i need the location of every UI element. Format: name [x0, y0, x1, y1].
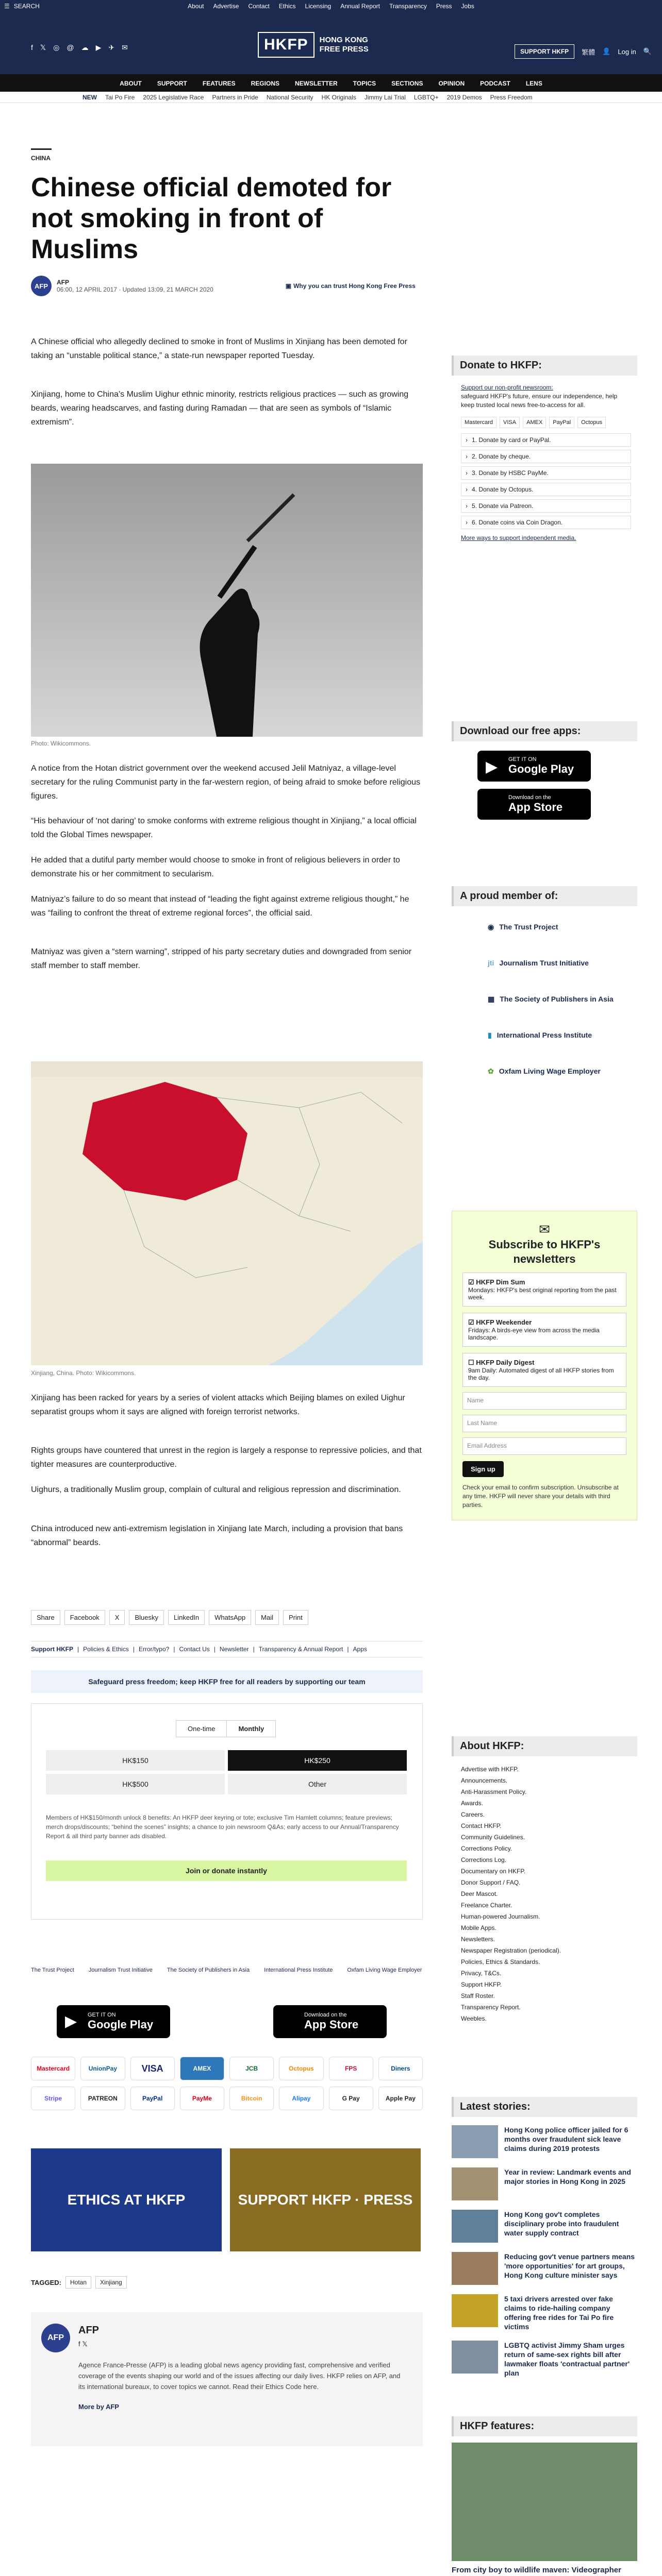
pay-bitcoin[interactable]: Bitcoin [229, 2087, 274, 2110]
sidebar-newsletter [452, 1211, 637, 1520]
pay-gpay[interactable]: G Pay [329, 2087, 373, 2110]
search-link[interactable]: SEARCH [13, 3, 40, 10]
pay-mastercard[interactable]: Mastercard [31, 2057, 75, 2080]
pay-visa: VISA [500, 417, 520, 428]
x-icon[interactable]: 𝕏 [40, 43, 46, 52]
amount-other[interactable]: Other [228, 1774, 407, 1794]
newsletter-daily-digest[interactable]: ☐ HKFP Daily Digest 9am Daily: Automated digest of all HKFP stories from the day. [462, 1353, 626, 1387]
top-link-transparency[interactable]: Transparency [389, 3, 427, 10]
signup-button[interactable]: Sign up [462, 1461, 504, 1477]
ipi-icon: ▮ [488, 1030, 492, 1039]
google-play-badge[interactable]: ▶ GET IT ON Google Play [57, 2005, 170, 2038]
logo-wordmark: HONG KONG FREE PRESS [319, 36, 369, 54]
share-label: Share [31, 1610, 60, 1625]
trust-project-logo[interactable]: ◉ The Trust Project [488, 922, 558, 931]
top-link-press[interactable]: Press [436, 3, 452, 10]
chevron-right-icon: › [466, 469, 468, 477]
tab-one-time[interactable]: One-time [188, 1725, 216, 1733]
about-heading: About HKFP: [452, 1736, 637, 1756]
donation-widget [31, 1703, 423, 1920]
latest-story[interactable]: Hong Kong gov't completes disciplinary probe into fraudulent water supply contract [452, 2210, 637, 2243]
ipi-logo[interactable]: International Press Institute [264, 1967, 333, 1973]
about-link[interactable]: Weebles. [461, 2015, 487, 2022]
badge-icon: ▣ [285, 282, 292, 290]
latest-story[interactable]: Hong Kong police officer jailed for 6 months over fraudulent sick leave claims during 2019 protests [452, 2125, 637, 2158]
app-store-badges [57, 2005, 387, 2038]
transparency-link[interactable]: Transparency & Annual Report [258, 1646, 343, 1653]
support-banner[interactable]: SUPPORT HKFP · PRESS [230, 2148, 421, 2251]
pay-patreon[interactable]: PATREON [80, 2087, 125, 2110]
donate-heading: Donate to HKFP: [452, 355, 637, 376]
about-link[interactable]: Advertise with HKFP. [461, 1766, 519, 1773]
map-caption: Xinjiang, China. Photo: Wikicommons. [31, 1369, 136, 1377]
about-link[interactable]: Freelance Charter. [461, 1902, 512, 1909]
main-nav [0, 74, 662, 92]
donate-method-patreon[interactable]: › 5. Donate via Patreon. [461, 499, 631, 513]
trending-hk-originals[interactable]: HK Originals [321, 94, 356, 101]
site-logo[interactable] [258, 32, 369, 58]
trending-national-security[interactable]: National Security [266, 94, 313, 101]
pay-applepay[interactable]: Apple Pay [378, 2087, 423, 2110]
policies-link[interactable]: Policies & Ethics [83, 1646, 129, 1653]
nav-topics[interactable]: TOPICS [353, 80, 376, 87]
donate-method-coins[interactable]: › 6. Donate coins via Coin Dragon. [461, 516, 631, 529]
paragraph: Rights groups have countered that unrest in the region is largely a response to repressive policies, and that tighter measures are counterproductive. [31, 1446, 422, 1469]
author-name[interactable]: AFP [57, 279, 69, 286]
about-list [452, 1756, 637, 2024]
author-social-icons[interactable]: f 𝕏 [78, 2340, 88, 2348]
last-name-field[interactable]: Last Name [462, 1415, 626, 1432]
chevron-right-icon: › [466, 486, 468, 493]
nav-sections[interactable]: SECTIONS [391, 80, 423, 87]
about-link[interactable]: Anti-Harassment Policy. [461, 1788, 527, 1795]
app-store-badge[interactable]: Download on the App Store [273, 2005, 387, 2038]
paragraph: A notice from the Hotan district government over the weekend accused Jelil Matniyaz, a village-level secretary for the ruling Communist party in the far-western region, of being afraid to smoke before religious figures. [31, 764, 421, 801]
tags [31, 2276, 127, 2289]
story-thumbnail [452, 2125, 498, 2158]
support-hkfp-button[interactable]: SUPPORT HKFP [515, 44, 574, 59]
trust-project-logo[interactable]: The Trust Project [31, 1967, 74, 1973]
article-title: Chinese official demoted for not smoking in front of Muslims [31, 173, 392, 264]
article-footer-links: Support HKFP | Policies & Ethics | Error/typo? | Contact Us | Newsletter | Transparency & Annual Report | Apps [31, 1641, 423, 1657]
mail-icon[interactable]: ✉ [122, 43, 128, 52]
byline [31, 276, 416, 296]
about-link[interactable]: Corrections Policy. [461, 1845, 512, 1852]
member-heading: A proud member of: [452, 886, 637, 906]
top-link-about[interactable]: About [188, 3, 204, 10]
newsletter-weekender[interactable]: ☑ HKFP Weekender Fridays: A birds-eye view from across the media landscape. [462, 1313, 626, 1347]
donate-text: safeguard HKFP's future, ensure our independence, help keep trusted local news free-to-access for all. [461, 393, 618, 409]
pay-paypal: PayPal [549, 417, 574, 428]
nav-newsletter[interactable]: NEWSLETTER [294, 80, 338, 87]
pay-paypal[interactable]: PayPal [130, 2087, 175, 2110]
about-link[interactable]: Newsletters. [461, 1936, 495, 1943]
latest-story[interactable]: LGBTQ activist Jimmy Sham urges return of same-sex rights bill after lawmaker floats 'contractual partner' plan [452, 2341, 637, 2378]
story-thumbnail [452, 2252, 498, 2285]
oxfam-icon: ✿ [488, 1066, 494, 1075]
paragraph: Matniyaz’s failure to do so meant that instead of “leading the fight against extreme religious thought,” he was “failing to confront the threat of extreme regional forces”, the official said. [31, 895, 409, 918]
about-link[interactable]: Privacy, T&Cs. [461, 1970, 502, 1977]
feature-story[interactable]: From city boy to wildlife maven: Videographer [452, 2443, 637, 2576]
support-hkfp-link[interactable]: Support HKFP [31, 1646, 73, 1653]
about-link[interactable]: Announcements. [461, 1777, 508, 1784]
jti-logo[interactable]: Journalism Trust Initiative [88, 1967, 153, 1973]
sidebar-google-play[interactable]: ▶ GET IT ON Google Play [477, 751, 591, 782]
jti-icon: jti [488, 959, 494, 967]
pay-payme[interactable]: PayMe [180, 2087, 224, 2110]
login-link[interactable]: Log in [618, 47, 636, 56]
author-avatar[interactable]: AFP [31, 276, 52, 296]
youtube-icon[interactable]: ▶ [95, 43, 102, 52]
checkbox-checked-icon: ☑ [468, 1318, 474, 1326]
more-ways-link[interactable]: More ways to support independent media. [461, 534, 576, 541]
publish-date: 06:00, 12 APRIL 2017 · Updated 13:09, 21 MARCH 2020 [57, 286, 213, 293]
top-link-annual-report[interactable]: Annual Report [340, 3, 380, 10]
oxfam-logo[interactable]: ✿ Oxfam Living Wage Employer [488, 1066, 601, 1075]
about-link[interactable]: Careers. [461, 1811, 485, 1818]
author-box-avatar[interactable]: AFP [41, 2324, 70, 2352]
partner-logos [31, 1967, 422, 1973]
newsletter-heading: Subscribe to HKFP's newsletters [488, 1238, 601, 1265]
tag-xinjiang[interactable]: Xinjiang [95, 2276, 127, 2289]
trending-tai-po-fire[interactable]: Tai Po Fire [105, 94, 135, 101]
nav-podcast[interactable]: PODCAST [480, 80, 510, 87]
trending-2019-demos[interactable]: 2019 Demos [446, 94, 482, 101]
story-thumbnail [452, 2167, 498, 2200]
pay-alipay[interactable]: Alipay [279, 2087, 323, 2110]
share-print[interactable]: Print [283, 1610, 308, 1625]
trust-link[interactable]: ▣ Why you can trust Hong Kong Free Press [285, 282, 416, 290]
sidebar-about [452, 1736, 637, 2024]
nav-regions[interactable]: REGIONS [251, 80, 279, 87]
pay-octopus: Octopus [577, 417, 606, 428]
contact-link[interactable]: Contact Us [179, 1646, 210, 1653]
more-by-author-link[interactable]: More by AFP [78, 2403, 119, 2411]
share-linkedin[interactable]: LinkedIn [168, 1610, 205, 1625]
payment-methods [31, 2057, 423, 2110]
paragraph: Xinjiang, home to China’s Muslim Uighur ethnic minority, restricts religious practices — such as growing beards, wearing headscarves, and fasting during Ramadan — that are seen as symbols of “Islamic extremism”. [31, 390, 409, 427]
about-link[interactable]: Human-powered Journalism. [461, 1913, 540, 1920]
instagram-icon[interactable]: ◎ [53, 43, 60, 52]
donate-link[interactable]: Support our non-profit newsroom: [461, 384, 553, 391]
pay-unionpay[interactable]: UnionPay [80, 2057, 125, 2080]
trending-press-freedom[interactable]: Press Freedom [490, 94, 533, 101]
pay-visa[interactable]: VISA [130, 2057, 175, 2080]
apps-link[interactable]: Apps [353, 1646, 367, 1653]
pay-mastercard: Mastercard [461, 417, 496, 428]
about-link[interactable]: Community Guidelines. [461, 1834, 525, 1841]
logo-mark: HKFP [258, 32, 315, 58]
donate-method-payme[interactable]: › 3. Donate by HSBC PayMe. [461, 466, 631, 480]
bluesky-icon[interactable]: ☁ [81, 43, 89, 52]
sopa-icon: ▦ [488, 994, 495, 1003]
about-link[interactable]: Policies, Ethics & Standards. [461, 1958, 540, 1965]
about-link[interactable]: Corrections Log. [461, 1856, 507, 1863]
join-donate-button[interactable]: Join or donate instantly [46, 1860, 407, 1881]
newsletter-note: Check your email to confirm subscription. Unsubscribe at any time. HKFP will never share your details with third parties. [462, 1484, 619, 1509]
author-box [31, 2312, 423, 2446]
paragraph: A Chinese official who allegedly declined to smoke in front of Muslims in Xinjiang has been demoted for taking an “unstable political stance,” a state-run newspaper reported Tuesday. [31, 337, 407, 360]
about-link[interactable]: Awards. [461, 1800, 484, 1807]
checkbox-checked-icon: ☑ [468, 1278, 474, 1286]
top-link-advertise[interactable]: Advertise [213, 3, 239, 10]
article-photo-hand-cigarette [31, 464, 423, 737]
photo-caption: Photo: Wikicommons. [31, 740, 91, 747]
telegram-icon[interactable]: ✈ [108, 43, 115, 52]
jti-logo[interactable]: jti Journalism Trust Initiative [488, 959, 589, 967]
about-link[interactable]: Transparency Report. [461, 2004, 521, 2011]
about-link[interactable]: Mobile Apps. [461, 1924, 496, 1931]
sopa-logo[interactable]: The Society of Publishers in Asia [167, 1967, 250, 1973]
newsletter-link[interactable]: Newsletter [219, 1646, 249, 1653]
trending-partners-pride[interactable]: Partners in Pride [212, 94, 258, 101]
share-facebook[interactable]: Facebook [64, 1610, 105, 1625]
pay-amex: AMEX [523, 417, 546, 428]
trending-bar [0, 92, 662, 103]
chevron-right-icon: › [466, 519, 468, 526]
mail-icon: ✉ [539, 1222, 550, 1237]
category-rule [31, 148, 52, 150]
pay-diners[interactable]: Diners [378, 2057, 423, 2080]
article-category[interactable]: CHINA [31, 155, 51, 162]
paragraph: Uighurs, a traditionally Muslim group, complain of cultural and religious repression and discrimination. [31, 1485, 401, 1494]
pay-fps[interactable]: FPS [329, 2057, 373, 2080]
trust-icon: ◉ [488, 922, 494, 931]
top-link-jobs[interactable]: Jobs [461, 3, 474, 10]
tag-hotan[interactable]: Hotan [65, 2276, 91, 2289]
about-link[interactable]: Deer Mascot. [461, 1890, 498, 1897]
author-box-name[interactable]: AFP [78, 2325, 99, 2336]
top-utility-bar [0, 0, 662, 12]
search-icon[interactable]: 🔍 [643, 47, 652, 55]
author-bio: Agence France-Presse (AFP) is a leading global news agency providing fast, comprehensive and verified coverage of the events shaping our world and of the issues affecting our daily lives. HKFP relies on AFP, and its international bureaux, to cover topics we cannot. Read their Ethics Code here. [78, 2361, 401, 2391]
site-header [0, 12, 662, 74]
tagged-label: TAGGED: [31, 2278, 61, 2286]
membership-benefits: Members of HK$150/month unlock 8 benefits: An HKFP deer keyring or tote; exclusive Tim Hamlett columns; feature previews; merch drops/discounts; “behind the scenes” insights; a chance to join newsroom Q&As; early access to our Annual/Transparency Report & all third party banner ads disabled. [46, 1814, 399, 1840]
ipi-logo[interactable]: ▮ International Press Institute [488, 1030, 592, 1039]
trending-jimmy-lai[interactable]: Jimmy Lai Trial [364, 94, 406, 101]
oxfam-logo[interactable]: Oxfam Living Wage Employer [347, 1967, 422, 1973]
paragraph: Matniyaz was given a “stern warning”, stripped of his party secretary duties and downgraded from senior staff member to staff member. [31, 947, 412, 970]
paragraph: He added that a dutiful party member would choose to smoke in front of religious believers in order to demonstrate his or her commitment to secularism. [31, 856, 400, 878]
error-typo-link[interactable]: Error/typo? [138, 1646, 170, 1653]
top-link-ethics[interactable]: Ethics [278, 3, 296, 10]
sidebar-apps [452, 721, 637, 820]
donate-method-cheque[interactable]: › 2. Donate by cheque. [461, 450, 631, 463]
social-icons [31, 43, 128, 52]
sidebar-features [452, 2416, 637, 2576]
share-bluesky[interactable]: Bluesky [129, 1610, 164, 1625]
share-x[interactable]: X [109, 1610, 125, 1625]
story-thumbnail [452, 2341, 498, 2374]
trending-legco-race[interactable]: 2025 Legislative Race [143, 94, 204, 101]
paragraph: China introduced new anti-extremism legislation in Xinjiang late March, including a provision that bans “abnormal” beards. [31, 1524, 403, 1547]
user-icon[interactable]: 👤 [602, 47, 611, 55]
top-link-licensing[interactable]: Licensing [305, 3, 332, 10]
latest-story[interactable]: Reducing gov't venue partners means 'more opportunities' for art groups, Hong Kong culture minister says [452, 2252, 637, 2285]
checkbox-icon: ☐ [468, 1359, 474, 1366]
about-link[interactable]: Newspaper Registration (periodical). [461, 1947, 561, 1954]
about-link[interactable]: Documentary on HKFP. [461, 1868, 526, 1875]
chevron-right-icon: › [466, 436, 468, 444]
sopa-logo[interactable]: ▦ The Society of Publishers in Asia [488, 994, 614, 1003]
nav-support[interactable]: SUPPORT [157, 80, 187, 87]
feature-image [452, 2443, 637, 2561]
chevron-right-icon: › [466, 502, 468, 510]
latest-heading: Latest stories: [452, 2097, 637, 2117]
play-icon: ▶ [65, 2013, 77, 2030]
donate-method-octopus[interactable]: › 4. Donate by Octopus. [461, 483, 631, 496]
xinjiang-map [31, 1061, 423, 1365]
sidebar-app-store[interactable]: Download on the App Store [477, 789, 591, 820]
chevron-right-icon: › [466, 453, 468, 460]
newsletter-dimsum[interactable]: ☑ HKFP Dim Sum Mondays: HKFP's best original reporting from the past week. [462, 1273, 626, 1307]
sidebar-latest [452, 2097, 637, 2387]
name-field[interactable]: Name [462, 1392, 626, 1410]
paragraph: “His behaviour of ‘not daring’ to smoke conforms with extreme religious thought in Xinjiang,” a local official told the Global Times newspaper. [31, 817, 417, 839]
ethics-banner[interactable]: ETHICS AT HKFP [31, 2148, 222, 2251]
pay-octopus[interactable]: Octopus [279, 2057, 323, 2080]
promo-banners [31, 2148, 421, 2251]
amount-500[interactable]: HK$500 [46, 1774, 225, 1794]
tab-monthly[interactable]: Monthly [226, 1721, 275, 1737]
paragraph: Xinjiang has been racked for years by a series of violent attacks which Beijing blames on exiled Uighur separatist groups whom it says are aligned with foreign terrorist networks. [31, 1394, 405, 1416]
latest-story[interactable]: Year in review: Landmark events and major stories in Hong Kong in 2025 [452, 2167, 637, 2200]
language-switch[interactable]: 繁體 [582, 48, 595, 56]
latest-story[interactable]: 5 taxi drivers arrested over fake claims to ride-hailing company offering free rides for Tai Po fire victims [452, 2294, 637, 2331]
amount-150[interactable]: HK$150 [46, 1750, 225, 1771]
new-label: NEW [82, 94, 97, 101]
pay-jcb[interactable]: JCB [229, 2057, 274, 2080]
safeguard-banner[interactable]: Safeguard press freedom; keep HKFP free for all readers by supporting our team [31, 1670, 423, 1693]
email-field[interactable]: Email Address [462, 1437, 626, 1455]
play-icon: ▶ [486, 758, 498, 775]
share-whatsapp[interactable]: WhatsApp [209, 1610, 251, 1625]
nav-features[interactable]: FEATURES [202, 80, 236, 87]
story-thumbnail [452, 2210, 498, 2243]
share-bar [31, 1610, 308, 1625]
sidebar-pay-icons [461, 417, 631, 428]
apps-heading: Download our free apps: [452, 721, 637, 741]
sidebar-memberships [452, 886, 637, 1083]
story-thumbnail [452, 2294, 498, 2327]
about-link[interactable]: Donor Support / FAQ. [461, 1879, 521, 1886]
trending-lgbtq[interactable]: LGBTQ+ [413, 94, 439, 101]
about-link[interactable]: Staff Roster. [461, 1992, 495, 1999]
pay-amex[interactable]: AMEX [180, 2057, 224, 2080]
nav-opinion[interactable]: OPINION [438, 80, 465, 87]
sidebar-donate [452, 355, 637, 541]
donate-method-card[interactable]: › 1. Donate by card or PayPal. [461, 433, 631, 447]
nav-about[interactable]: ABOUT [120, 80, 142, 87]
pay-stripe[interactable]: Stripe [31, 2087, 75, 2110]
nav-lens[interactable]: LENS [525, 80, 542, 87]
facebook-icon[interactable]: f [31, 43, 33, 52]
about-link[interactable]: Support HKFP. [461, 1981, 502, 1988]
threads-icon[interactable]: @ [67, 43, 74, 52]
share-mail[interactable]: Mail [255, 1610, 279, 1625]
top-link-contact[interactable]: Contact [248, 3, 270, 10]
features-heading: HKFP features: [452, 2416, 637, 2436]
menu-icon[interactable]: ☰ [4, 3, 10, 10]
about-link[interactable]: Contact HKFP. [461, 1822, 502, 1829]
amount-250[interactable]: HK$250 [228, 1750, 407, 1771]
